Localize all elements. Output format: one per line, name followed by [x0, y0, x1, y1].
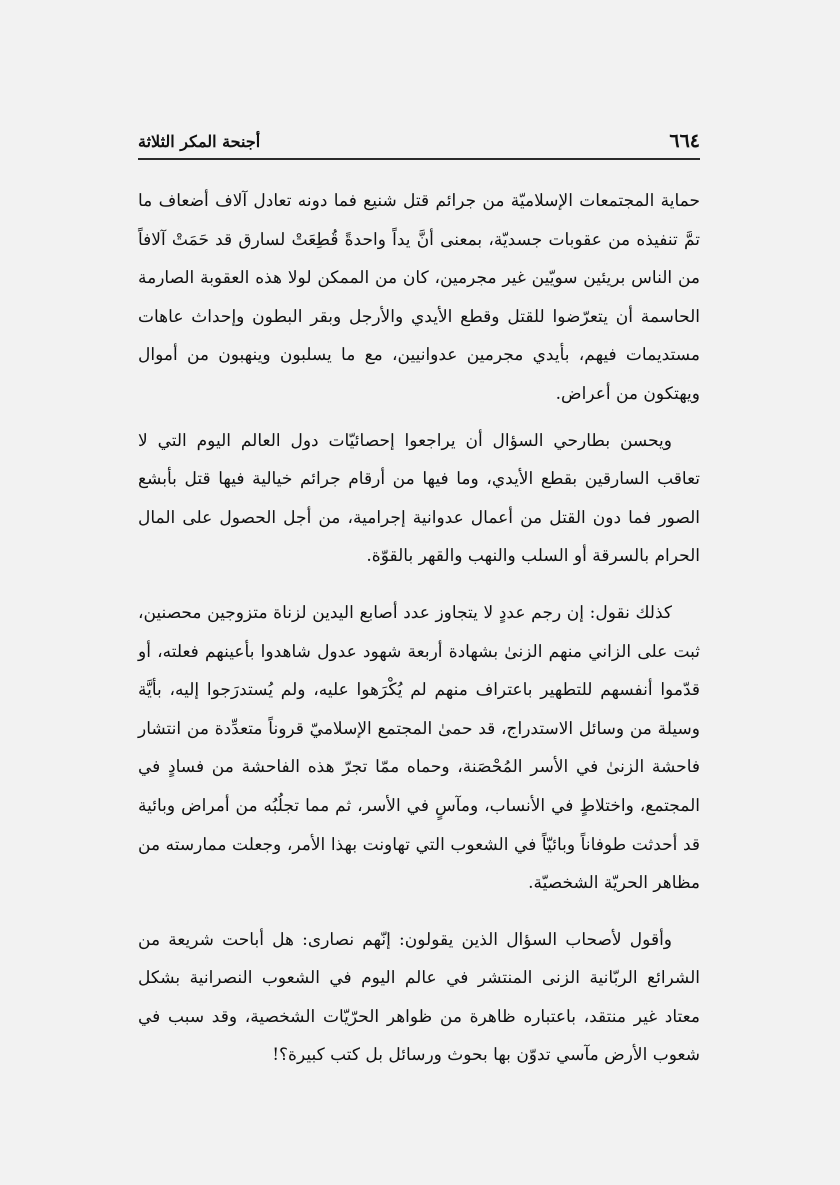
- paragraph-3: كذلك نقول: إن رجم عددٍ لا يتجاوز عدد أصابع اليدين لزناة متزوجين محصنين، ثبت على الزاني منهم الزنىٰ بشهادة أربعة شهود عدول شاهدوا بأعينهم فعلته، أو قدّموا أنفسهم للتطهير باعتراف منهم لم يُكْرَهوا عليه، ولم يُستدرَجوا إليه، بأيَّة وسيلة من وسائل الاستدراج، قد حمىٰ المجتمع الإسلاميّ قروناً متعدِّدة من انتشار فاحشة الزنىٰ في الأسر المُحْصَنة، وحماه ممّا تجرّ هذه الفاحشة من فسادٍ في المجتمع، واختلاطٍ في الأنساب، ومآسٍ في الأسر، ثم مما تجلُبُه من أمراض وبائية قد أحدثت طوفاناً وبائيّاً في الشعوب التي تهاونت بهذا الأمر، وجعلت ممارسته من مظاهر الحريّة الشخصيّة.: [138, 602, 700, 894]
- body-text: [138, 182, 700, 1075]
- page-number: ٦٦٤: [669, 130, 700, 152]
- paragraph-1: حماية المجتمعات الإسلاميّة من جرائم قتل شنيع فما دونه تعادل آلاف أضعاف ما تمَّ تنفيذه من عقوبات جسديّة، بمعنى أنَّ يداً واحدةً قُطِعَتْ لسارق قد حَمَتْ آلافاً من الناس بريئين سويّين غير مجرمين، كان من الممكن لولا هذه العقوبة الصارمة الحاسمة أن يتعرّضوا للقتل وقطع الأيدي والأرجل وبقر البطون وإحداث عاهات مستديمات فيهم، بأيدي مجرمين عدوانيين، مع ما يسلبون وينهبون من أموال ويهتكون من أعراض.: [138, 191, 700, 404]
- page-header: [138, 128, 700, 160]
- paragraph-2: ويحسن بطارحي السؤال أن يراجعوا إحصائيّات دول العالم اليوم التي لا تعاقب السارقين بقطع الأيدي، وما فيها من أرقام جرائم خيالية فيها قتل بأبشع الصور فما دون القتل من أعمال عدوانية إجرامية، من أجل الحصول على المال الحرام بالسرقة أو السلب والنهب والقهر بالقوّة.: [138, 430, 700, 567]
- paragraph-4: وأقول لأصحاب السؤال الذين يقولون: إنّهم نصارى: هل أباحت شريعة من الشرائع الربّانية الزنى المنتشر في عالم اليوم في الشعوب النصرانية بشكل معتاد غير منتقد، باعتباره ظاهرة من ظواهر الحرّيّات الشخصية، وقد سبب في شعوب الأرض مآسي تدوّن بها بحوث ورسائل بل كتب كبيرة؟!: [138, 929, 700, 1066]
- running-title: أجنحة المكر الثلاثة: [138, 132, 261, 151]
